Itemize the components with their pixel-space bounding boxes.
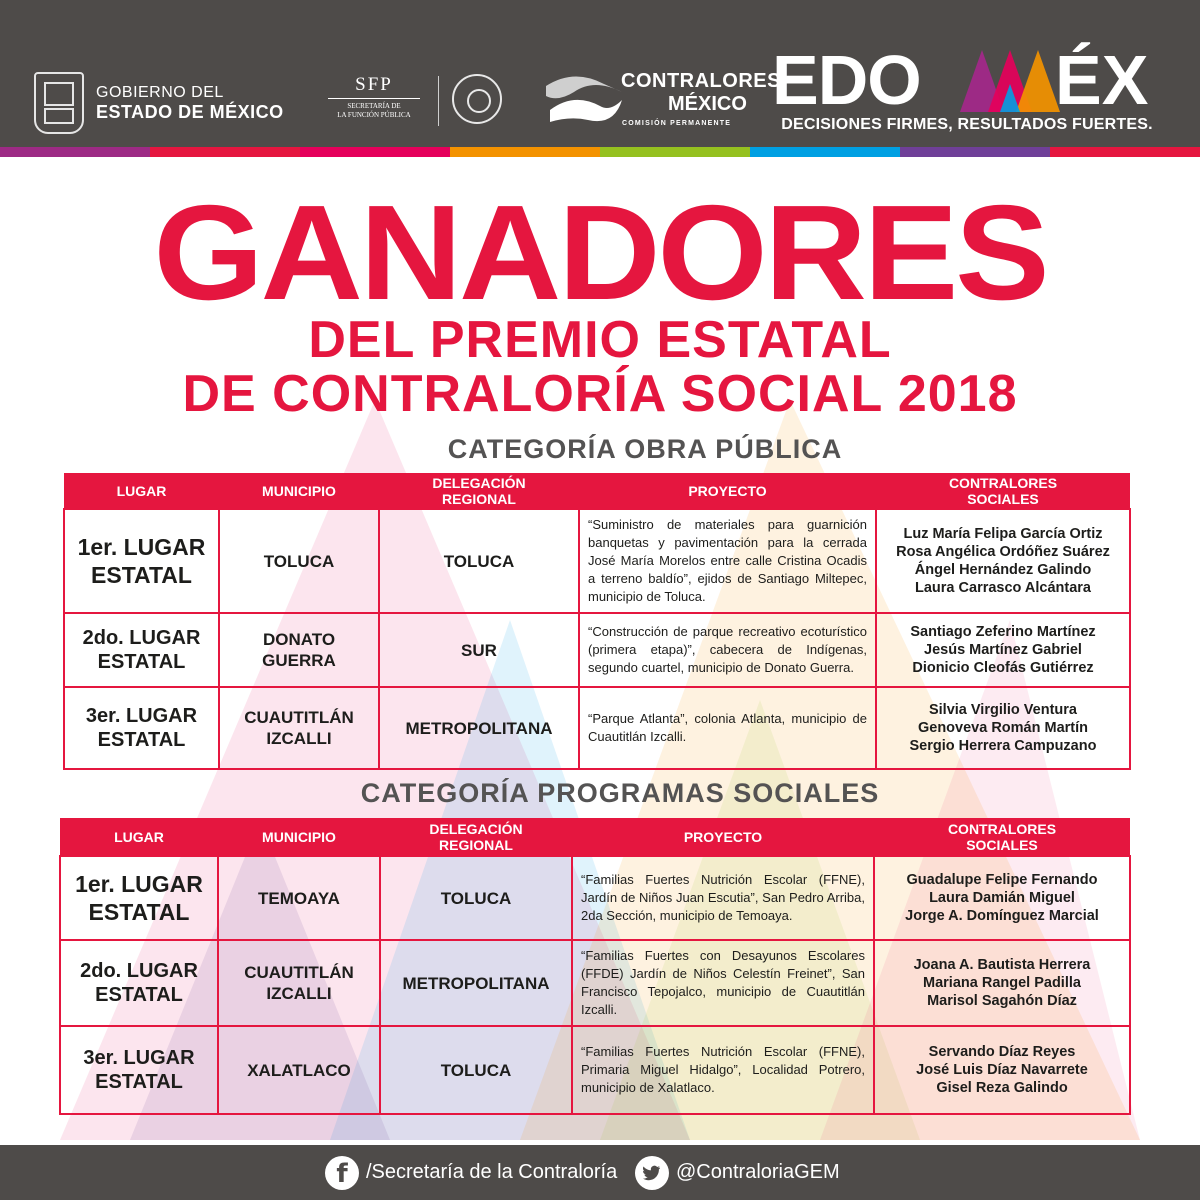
- table-row: [60, 940, 1130, 1026]
- gem-line-1: GOBIERNO DEL: [96, 84, 224, 101]
- proyecto-cell: “Familias Fuertes Nutrición Escolar (FFNE), Jardín de Niños Juan Escutia”, San Pedro Arriba, 2da Sección, municipio de Temoaya.: [572, 856, 874, 940]
- col-delegacion: DELEGACIÓN REGIONAL: [380, 818, 572, 856]
- table-header-row: [60, 818, 1130, 856]
- edomex-right: ÉX: [1055, 41, 1149, 119]
- municipio-cell: DONATO GUERRA: [219, 613, 379, 687]
- delegacion-cell: TOLUCA: [380, 856, 572, 940]
- contralores-cell: Servando Díaz Reyes José Luis Díaz Navarrete Gisel Reza Galindo: [874, 1026, 1130, 1114]
- col-proyecto: PROYECTO: [572, 818, 874, 856]
- delegacion-cell: METROPOLITANA: [379, 687, 579, 769]
- table-row: [64, 613, 1130, 687]
- place-cell: 1er. LUGAR ESTATAL: [64, 509, 219, 613]
- proyecto-cell: “Suministro de materiales para guarnición banquetas y pavimentación para la cerrada José María Morelos entre calle Cristina Ocadis a terreno baldío”, ejidos de Santiago Miltepec, municipio de Toluca.: [579, 509, 876, 613]
- edomex-slogan: DECISIONES FIRMES, RESULTADOS FUERTES.: [781, 116, 1153, 133]
- municipio-cell: XALATLACO: [218, 1026, 380, 1114]
- category-obra-publica: CATEGORÍA OBRA PÚBLICA: [447, 434, 843, 464]
- sfp-sub-2: LA FUNCIÓN PÚBLICA: [337, 111, 411, 119]
- edomex-left: EDO: [772, 41, 921, 119]
- place-cell: 3er. LUGAR ESTATAL: [60, 1026, 218, 1114]
- table-obra-publica: [63, 473, 1131, 770]
- contralores-cell: Joana A. Bautista Herrera Mariana Rangel Padilla Marisol Sagahón Díaz: [874, 940, 1130, 1026]
- table-row: [64, 509, 1130, 613]
- proyecto-cell: “Parque Atlanta”, colonia Atlanta, municipio de Cuautitlán Izcalli.: [579, 687, 876, 769]
- table-row: [60, 856, 1130, 940]
- footer-bar: [0, 1145, 1200, 1200]
- col-municipio: MUNICIPIO: [218, 818, 380, 856]
- col-lugar: LUGAR: [60, 818, 218, 856]
- municipio-cell: TEMOAYA: [218, 856, 380, 940]
- subtitle-line-1: DEL PREMIO ESTATAL: [308, 311, 892, 369]
- table-row: [64, 687, 1130, 769]
- category-programas-sociales: CATEGORÍA PROGRAMAS SOCIALES: [360, 778, 880, 808]
- main-title: GANADORES: [153, 177, 1047, 328]
- place-cell: 2do. LUGAR ESTATAL: [60, 940, 218, 1026]
- contralores-line-1: CONTRALORES: [621, 70, 781, 92]
- table-row: [60, 1026, 1130, 1114]
- col-proyecto: PROYECTO: [579, 473, 876, 509]
- twitter-icon[interactable]: [635, 1156, 669, 1190]
- proyecto-cell: “Familias Fuertes con Desayunos Escolares (FFDE) Jardín de Niños Celestín Freinet”, San Francisco Tepojalco, municipio de Cuautitlán Izcalli.: [572, 940, 874, 1026]
- twitter-bird-shape: [635, 1156, 669, 1190]
- facebook-handle[interactable]: /Secretaría de la Contraloría: [366, 1161, 618, 1183]
- proyecto-cell: “Construcción de parque recreativo ecoturístico (primera etapa)”, cabecera de Indígenas, segundo cuartel, municipio de Donato Guerra.: [579, 613, 876, 687]
- col-contralores: CONTRALORES SOCIALES: [874, 818, 1130, 856]
- delegacion-cell: TOLUCA: [379, 509, 579, 613]
- place-cell: 3er. LUGAR ESTATAL: [64, 687, 219, 769]
- contralores-cell: Santiago Zeferino Martínez Jesús Martínez Gabriel Dionicio Cleofás Gutiérrez: [876, 613, 1130, 687]
- municipio-cell: CUAUTITLÁN IZCALLI: [219, 687, 379, 769]
- subtitle-line-2: DE CONTRALORÍA SOCIAL 2018: [182, 365, 1018, 423]
- col-municipio: MUNICIPIO: [219, 473, 379, 509]
- contralores-line-2: MÉXICO: [668, 93, 747, 115]
- sfp-title: SFP: [355, 74, 393, 95]
- contralores-cell: Silvia Virgilio Ventura Genoveva Román Martín Sergio Herrera Campuzano: [876, 687, 1130, 769]
- col-delegacion: DELEGACIÓN REGIONAL: [379, 473, 579, 509]
- gem-line-2: ESTADO DE MÉXICO: [96, 102, 284, 122]
- twitter-handle[interactable]: @ContraloriaGEM: [676, 1161, 840, 1183]
- col-lugar: LUGAR: [64, 473, 219, 509]
- contralores-cell: Guadalupe Felipe Fernando Laura Damián Miguel Jorge A. Domínguez Marcial: [874, 856, 1130, 940]
- table-programas-sociales: [59, 818, 1131, 1115]
- facebook-icon[interactable]: f: [325, 1156, 359, 1190]
- contralores-line-3: COMISIÓN PERMANENTE: [622, 120, 732, 127]
- delegacion-cell: SUR: [379, 613, 579, 687]
- delegacion-cell: METROPOLITANA: [380, 940, 572, 1026]
- place-cell: 2do. LUGAR ESTATAL: [64, 613, 219, 687]
- sfp-sub-1: SECRETARÍA DE: [347, 102, 401, 110]
- municipio-cell: CUAUTITLÁN IZCALLI: [218, 940, 380, 1026]
- municipio-cell: TOLUCA: [219, 509, 379, 613]
- table-header-row: [64, 473, 1130, 509]
- proyecto-cell: “Familias Fuertes Nutrición Escolar (FFNE), Primaria Miguel Hidalgo”, Localidad Potrero, municipio de Xalatlaco.: [572, 1026, 874, 1114]
- contralores-cell: Luz María Felipa García Ortiz Rosa Angélica Ordóñez Suárez Ángel Hernández Galindo Laura Carrasco Alcántara: [876, 509, 1130, 613]
- col-contralores: CONTRALORES SOCIALES: [876, 473, 1130, 509]
- delegacion-cell: TOLUCA: [380, 1026, 572, 1114]
- place-cell: 1er. LUGAR ESTATAL: [60, 856, 218, 940]
